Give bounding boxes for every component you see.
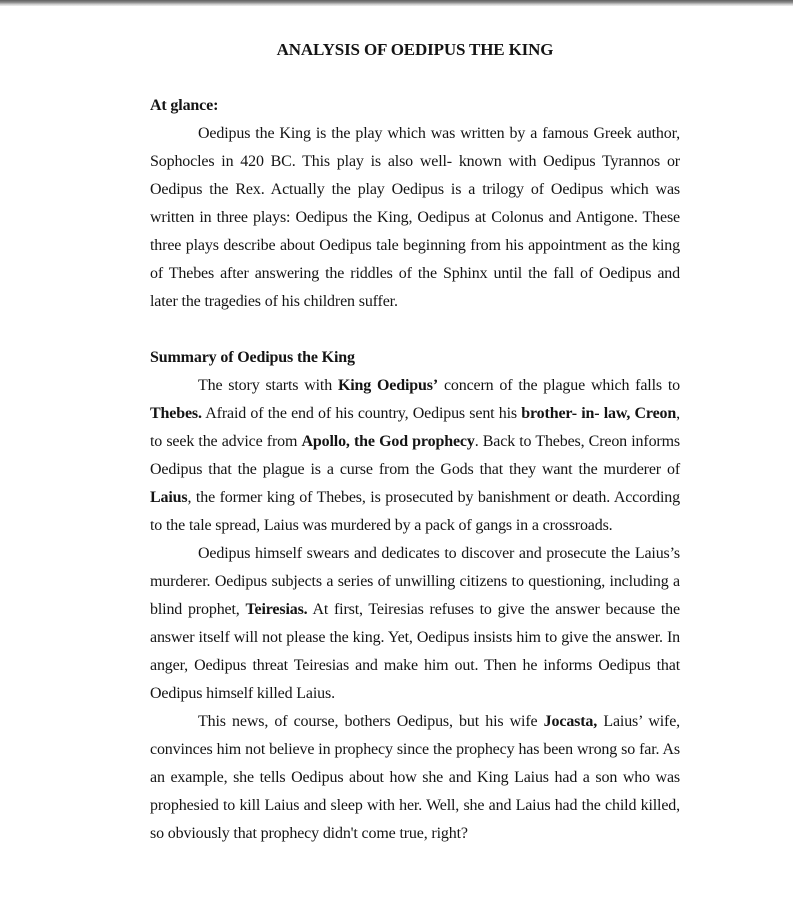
text-run: Thebes. bbox=[150, 405, 202, 422]
paragraph bbox=[150, 540, 680, 708]
document-page bbox=[0, 6, 793, 908]
text-run: Afraid of the end of his country, Oedipus sent his bbox=[201, 405, 522, 422]
text-run: At first, Teiresias refuses to give the answer because the answer itself will not please the king. Yet, Oedipus insists him to give the answer. In anger, Oedipus threat Teiresias and make him out. Then he informs Oedipus that Oedipus himself killed Laius. bbox=[150, 601, 680, 702]
text-run: , the former king of Thebes, is prosecuted by banishment or death. According to the tale spread, Laius was murdered by a pack of gangs in a crossroads. bbox=[150, 489, 680, 534]
text-run: This news, of course, bothers Oedipus, but his wife bbox=[198, 713, 544, 730]
text-run: Oedipus himself swears and dedicates to discover and prosecute the Laius’s murderer. Oedipus subjects a series of unwilling citizens to questioning, including a blind prophet, bbox=[150, 545, 680, 618]
text-run: King Oedipus’ bbox=[337, 377, 439, 394]
text-run: Jocasta, bbox=[543, 713, 598, 730]
text-run: brother- in- law, Creon bbox=[521, 405, 677, 422]
text-run: Summary of Oedipus the King bbox=[150, 349, 355, 366]
text-run: Teiresias. bbox=[245, 601, 308, 618]
text-run: concern of the plague which falls to bbox=[438, 377, 680, 394]
text-run: The story starts with bbox=[198, 377, 338, 394]
text-run: At glance: bbox=[150, 97, 219, 114]
text-run: Apollo, the God prophecy bbox=[301, 433, 475, 450]
text-run: . Back to Thebes, Creon informs Oedipus that the plague is a curse from the Gods that they want the murderer of bbox=[150, 433, 680, 478]
document-title: ANALYSIS OF OEDIPUS THE KING bbox=[276, 40, 554, 59]
paragraph bbox=[150, 372, 680, 540]
text-run: , to seek the advice from bbox=[150, 405, 680, 450]
text-run: Laius bbox=[150, 489, 188, 506]
document-body bbox=[150, 92, 680, 848]
paragraph bbox=[150, 120, 680, 316]
text-run: Laius’ wife, convinces him not believe in prophecy since the prophecy has been wrong so far. As an example, she tells Oedipus about how she and King Laius had a son who was prophesied to kill Laius and sleep with her. Well, she and Laius had the child killed, so obviously that prophecy didn't come true, right? bbox=[150, 713, 680, 842]
paragraph bbox=[150, 708, 680, 848]
section-heading bbox=[150, 92, 680, 120]
text-run: Oedipus the King is the play which was written by a famous Greek author, Sophocles in 420 BC. This play is also well- known with Oedipus Tyrannos or Oedipus the Rex. Actually the play Oedipus is a trilogy of Oedipus which was written in three plays: Oedipus the King, Oedipus at Colonus and Antigone. These three plays describe about Oedipus tale beginning from his appointment as the king of Thebes after answering the riddles of the Sphinx until the fall of Oedipus and later the tragedies of his children suffer. bbox=[150, 125, 680, 310]
section-heading bbox=[150, 344, 680, 372]
